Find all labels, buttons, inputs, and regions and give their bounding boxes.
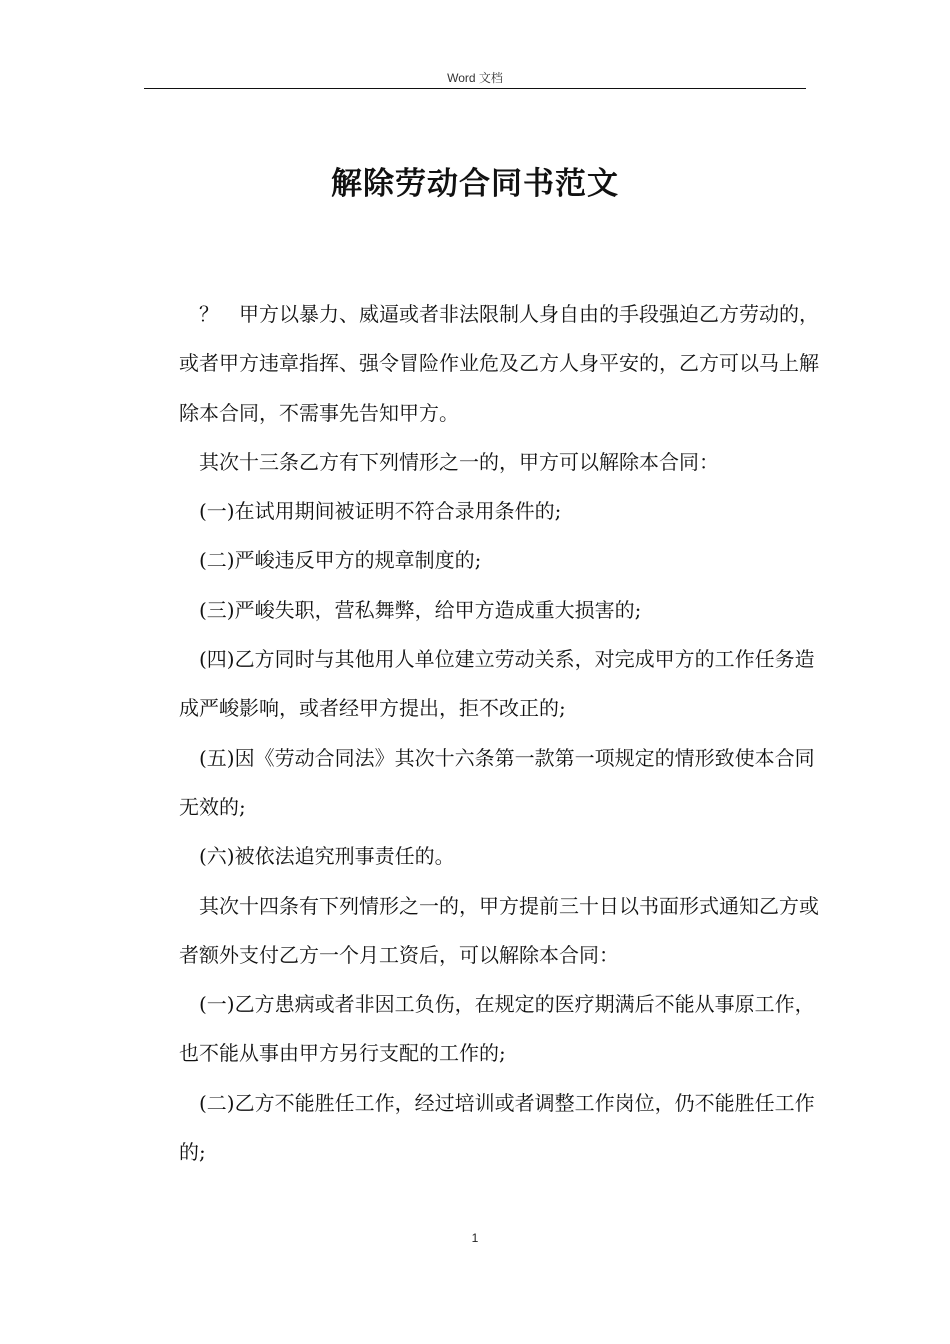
header-rule: [144, 88, 806, 89]
paragraph: (六)被依法追究刑事责任的。: [199, 844, 455, 869]
document-title: 解除劳动合同书范文: [331, 166, 619, 202]
page-number: 1: [471, 1231, 479, 1245]
paragraph: (二)乙方不能胜任工作，经过培训或者调整工作岗位，仍不能胜任工作的;: [179, 1090, 815, 1165]
header-label: Word 文档: [447, 71, 503, 85]
paragraph: (五)因《劳动合同法》其次十六条第一款第一项规定的情形致使本合同无效的;: [179, 745, 815, 819]
paragraph: 其次十三条乙方有下列情形之一的，甲方可以解除本合同：: [199, 449, 719, 474]
paragraph: ？ 甲方以暴力、威逼或者非法限制人身自由的手段强迫乙方劳动的，或者甲方违章指挥、强令冒险作业危及乙方人身平安的，乙方可以马上解除本合同，不需事先告知甲方。: [179, 302, 819, 425]
paragraph: (四)乙方同时与其他用人单位建立劳动关系，对完成甲方的工作任务造成严峻影响，或者经甲方提出，拒不改正的;: [179, 647, 815, 721]
paragraph: (一)在试用期间被证明不符合录用条件的;: [199, 499, 562, 524]
paragraph: (一)乙方患病或者非因工负伤，在规定的医疗期满后不能从事原工作，也不能从事由甲方另行支配的工作的;: [179, 992, 815, 1066]
paragraph: (三)严峻失职，营私舞弊，给甲方造成重大损害的;: [199, 597, 642, 622]
document-body: [179, 290, 819, 1177]
paragraph: (二)严峻违反甲方的规章制度的;: [199, 548, 482, 573]
paragraph: 其次十四条有下列情形之一的，甲方提前三十日以书面形式通知乙方或者额外支付乙方一个月工资后，可以解除本合同：: [179, 893, 819, 967]
